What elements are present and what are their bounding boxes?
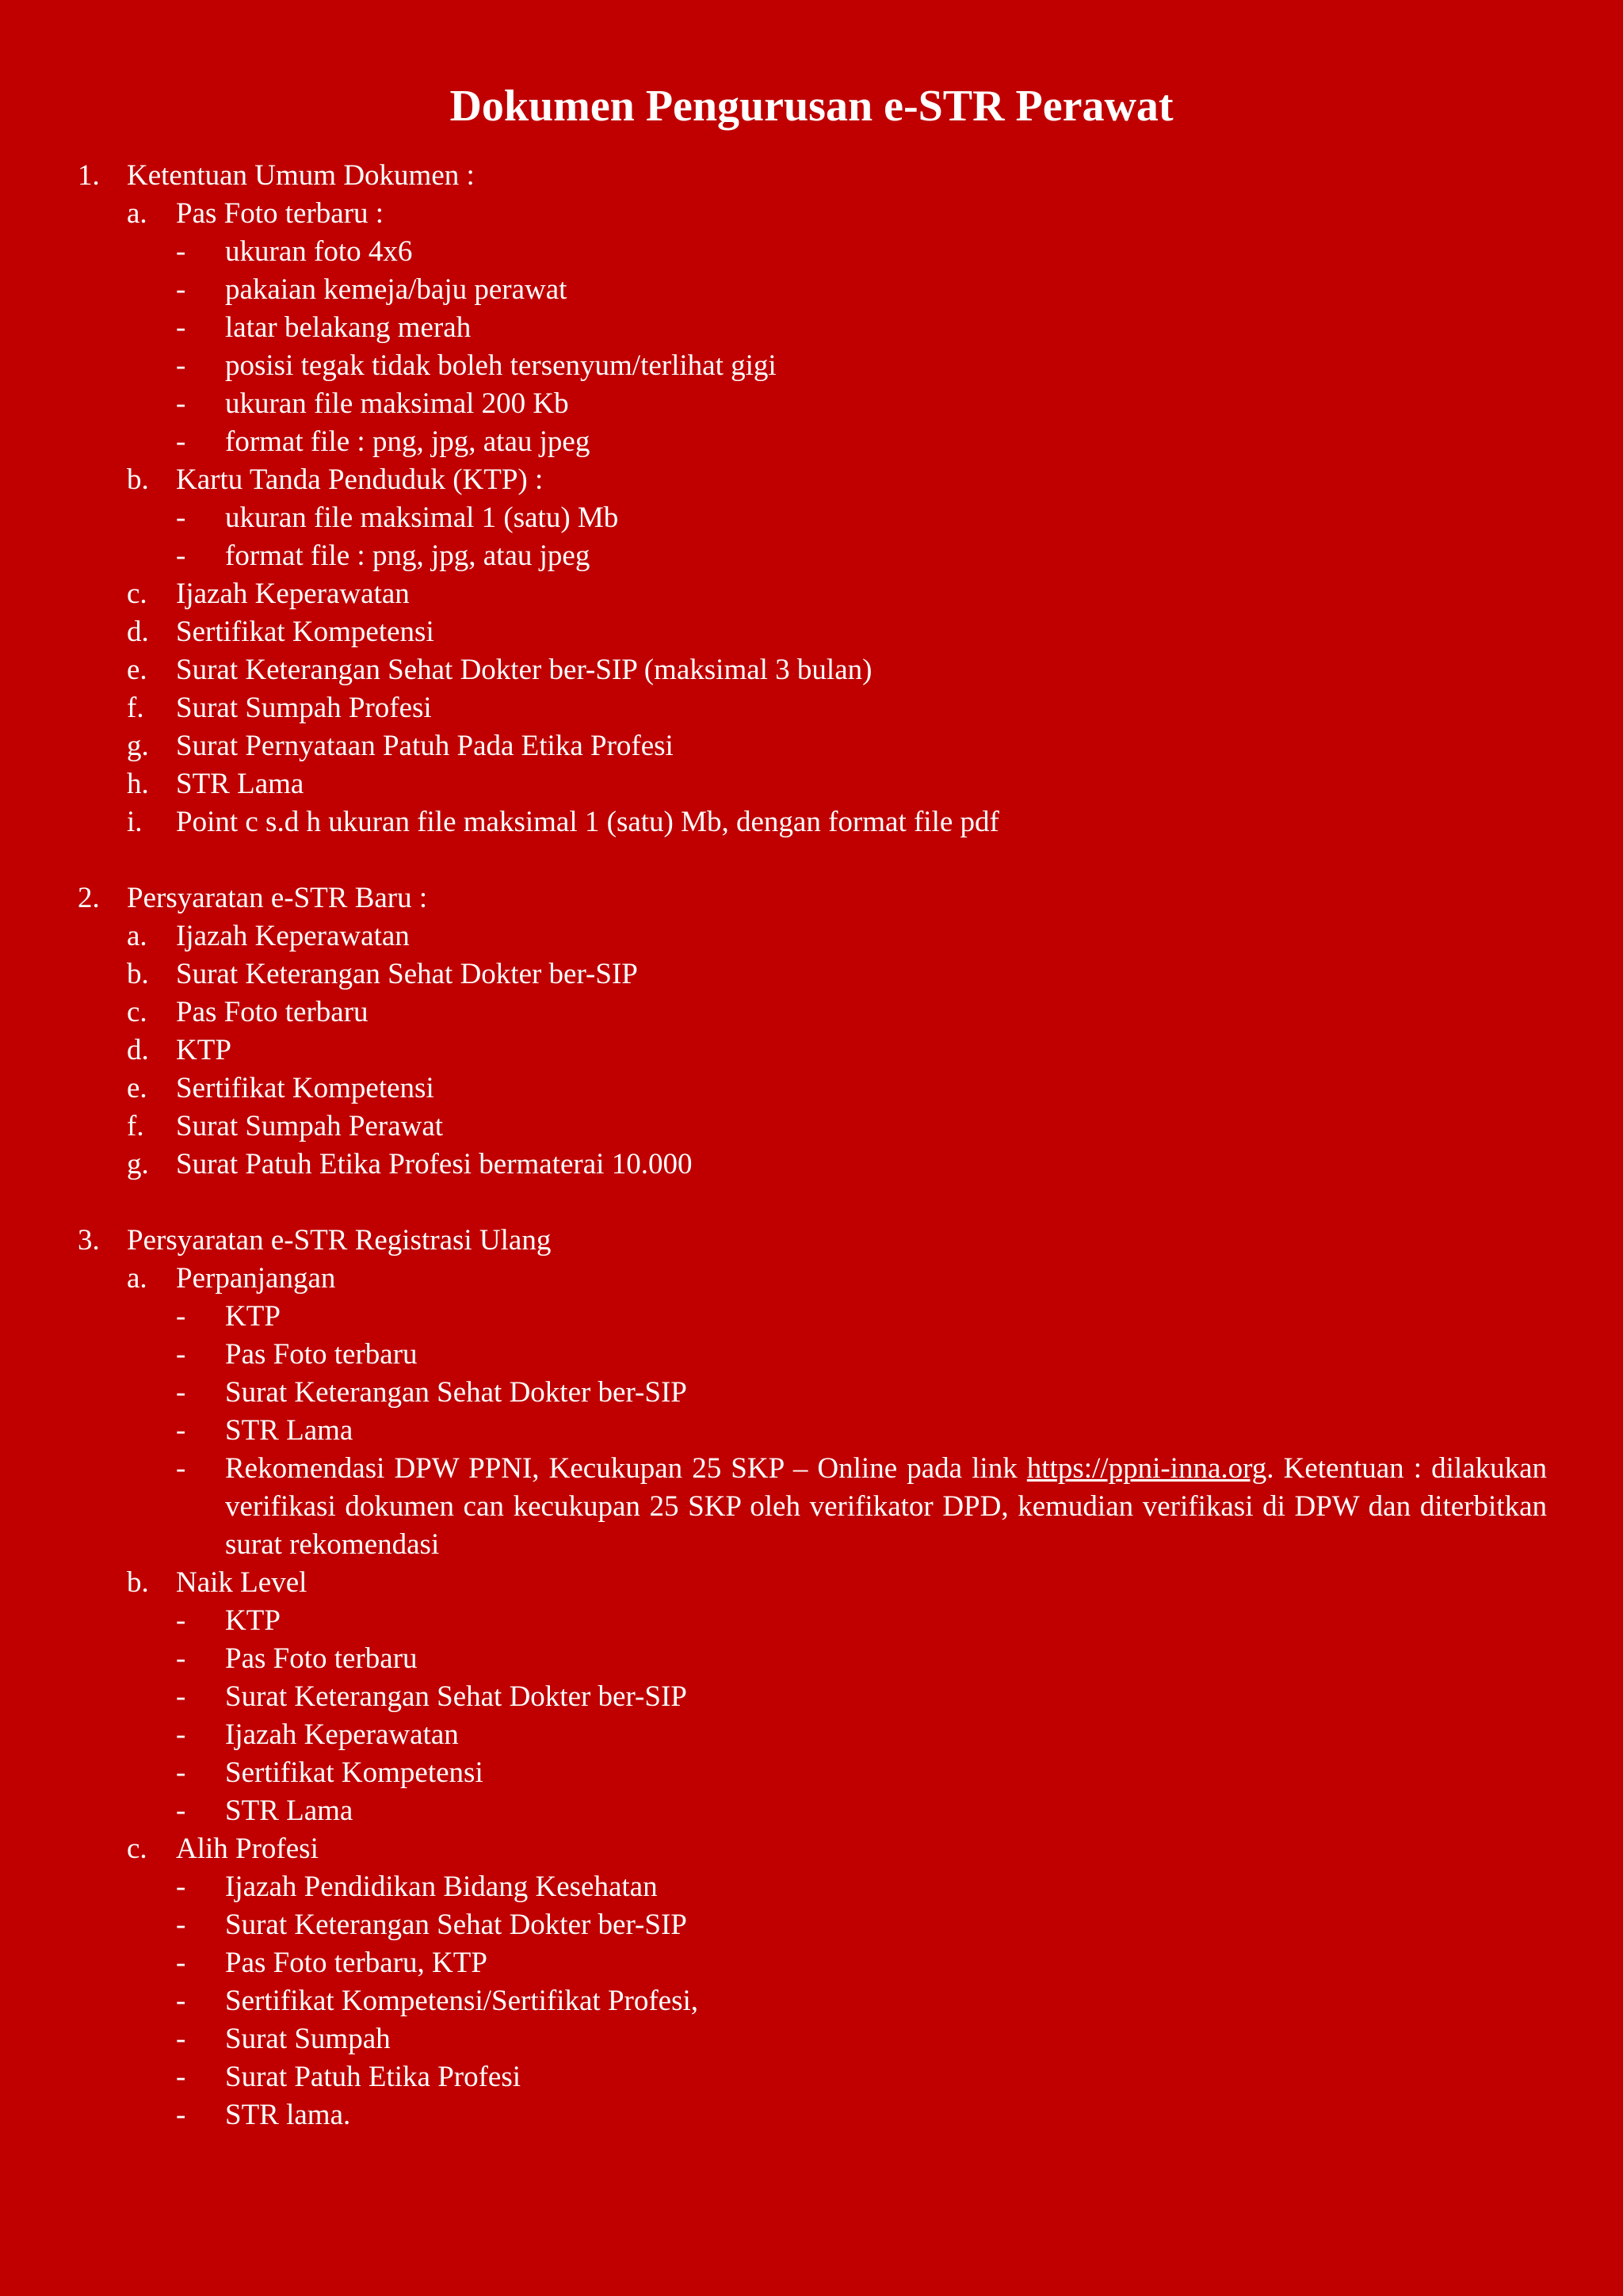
section-spacer bbox=[0, 841, 1623, 879]
list-item bbox=[0, 727, 1623, 765]
section-3-item-b bbox=[0, 1564, 1623, 1602]
bullet-text: Pas Foto terbaru, KTP bbox=[225, 1947, 487, 1979]
bullet-text: posisi tegak tidak boleh tersenyum/terlihat gigi bbox=[225, 349, 777, 382]
document-title: Dokumen Pengurusan e-STR Perawat bbox=[449, 82, 1174, 131]
bullet-item bbox=[0, 347, 1623, 385]
document-content bbox=[0, 157, 1623, 2134]
item-letter: b. bbox=[127, 958, 149, 990]
item-letter: a. bbox=[127, 197, 147, 230]
dash-marker: - bbox=[176, 349, 186, 382]
bullet-item bbox=[0, 1602, 1623, 1640]
item-letter: b. bbox=[127, 463, 149, 496]
section-number: 2. bbox=[78, 882, 100, 914]
list-item bbox=[0, 1108, 1623, 1146]
bullet-item bbox=[0, 1678, 1623, 1716]
bullet-text: pakaian kemeja/baju perawat bbox=[225, 273, 567, 306]
dash-marker: - bbox=[176, 2099, 186, 2131]
list-item bbox=[0, 955, 1623, 994]
list-item bbox=[0, 765, 1623, 803]
dash-marker: - bbox=[176, 1909, 186, 1941]
bullet-item bbox=[0, 1944, 1623, 1982]
list-item bbox=[0, 917, 1623, 955]
item-text: Sertifikat Kompetensi bbox=[176, 616, 434, 648]
dash-marker: - bbox=[176, 1871, 186, 1903]
bullet-item bbox=[0, 1298, 1623, 1336]
list-item bbox=[0, 1146, 1623, 1184]
bullet-text: Pas Foto terbaru bbox=[225, 1642, 418, 1675]
section-number: 1. bbox=[78, 159, 100, 192]
item-letter: b. bbox=[127, 1566, 149, 1599]
list-item bbox=[0, 613, 1623, 651]
item-text: Point c s.d h ukuran file maksimal 1 (satu) Mb, dengan format file pdf bbox=[176, 806, 999, 838]
list-item bbox=[0, 1032, 1623, 1070]
dash-marker: - bbox=[176, 387, 186, 420]
bullet-text: Surat Sumpah bbox=[225, 2023, 391, 2055]
bullet-text: Surat Keterangan Sehat Dokter ber-SIP bbox=[225, 1376, 687, 1409]
section-2-heading bbox=[0, 879, 1623, 917]
dash-marker: - bbox=[176, 1680, 186, 1713]
section-3-item-a bbox=[0, 1260, 1623, 1298]
bullet-text: Sertifikat Kompetensi/Sertifikat Profesi, bbox=[225, 1985, 699, 2017]
item-letter: e. bbox=[127, 654, 147, 686]
rekomendasi-paragraph bbox=[225, 1450, 1547, 1564]
dash-marker: - bbox=[176, 1604, 186, 1637]
bullet-item bbox=[0, 1374, 1623, 1412]
bullet-text: Ijazah Pendidikan Bidang Kesehatan bbox=[225, 1871, 658, 1903]
bullet-item bbox=[0, 1982, 1623, 2020]
list-item bbox=[0, 803, 1623, 841]
section-spacer bbox=[0, 1184, 1623, 1222]
bullet-item bbox=[0, 1754, 1623, 1792]
section-3-heading bbox=[0, 1222, 1623, 1260]
list-item bbox=[0, 651, 1623, 689]
item-letter: g. bbox=[127, 1148, 149, 1180]
list-item bbox=[0, 994, 1623, 1032]
dash-marker: - bbox=[176, 1718, 186, 1751]
item-letter: f. bbox=[127, 1110, 144, 1142]
bullet-item bbox=[0, 1336, 1623, 1374]
item-letter: e. bbox=[127, 1072, 147, 1104]
bullet-item bbox=[0, 271, 1623, 309]
item-text: Ijazah Keperawatan bbox=[176, 920, 410, 952]
bullet-text: format file : png, jpg, atau jpeg bbox=[225, 425, 590, 458]
bullet-text: KTP bbox=[225, 1604, 281, 1637]
section-title: Persyaratan e-STR Registrasi Ulang bbox=[127, 1224, 552, 1257]
bullet-item bbox=[0, 2020, 1623, 2058]
item-text: Sertifikat Kompetensi bbox=[176, 1072, 434, 1104]
item-letter: d. bbox=[127, 1034, 149, 1066]
item-letter: c. bbox=[127, 996, 147, 1028]
item-letter: c. bbox=[127, 578, 147, 610]
bullet-item bbox=[0, 2096, 1623, 2134]
dash-marker: - bbox=[176, 1338, 186, 1371]
bullet-item bbox=[0, 309, 1623, 347]
item-label: Alih Profesi bbox=[176, 1833, 319, 1865]
dash-marker: - bbox=[176, 2061, 186, 2093]
dash-marker: - bbox=[176, 1414, 186, 1447]
item-letter: d. bbox=[127, 616, 149, 648]
item-text: Surat Patuh Etika Profesi bermaterai 10.000 bbox=[176, 1148, 693, 1180]
item-text: Surat Pernyataan Patuh Pada Etika Profesi bbox=[176, 730, 674, 762]
ppni-link[interactable]: https://ppni-inna.org bbox=[1026, 1452, 1267, 1485]
dash-marker: - bbox=[176, 2023, 186, 2055]
bullet-item bbox=[0, 385, 1623, 423]
bullet-text: Ijazah Keperawatan bbox=[225, 1718, 459, 1751]
bullet-item bbox=[0, 2058, 1623, 2096]
item-letter: c. bbox=[127, 1833, 147, 1865]
item-text: Surat Keterangan Sehat Dokter ber-SIP (maksimal 3 bulan) bbox=[176, 654, 873, 686]
dash-marker: - bbox=[176, 540, 186, 572]
rekomendasi-text-after: . Ketentuan : dilakukan verifikasi dokumen can kecukupan 25 SKP oleh verifikator DPD, kemudian verifikasi di DPW dan diterbitkan surat rekomendasi bbox=[225, 1452, 1548, 1561]
item-text: Pas Foto terbaru bbox=[176, 996, 369, 1028]
section-number: 3. bbox=[78, 1224, 100, 1257]
item-text: KTP bbox=[176, 1034, 231, 1066]
item-text: Surat Sumpah Profesi bbox=[176, 692, 432, 724]
bullet-text: Pas Foto terbaru bbox=[225, 1338, 418, 1371]
dash-marker: - bbox=[176, 235, 186, 268]
item-label: Naik Level bbox=[176, 1566, 307, 1599]
item-letter: i. bbox=[127, 806, 143, 838]
bullet-item bbox=[0, 1716, 1623, 1754]
bullet-text: latar belakang merah bbox=[225, 311, 472, 344]
bullet-text: Sertifikat Kompetensi bbox=[225, 1756, 483, 1789]
dash-marker: - bbox=[176, 273, 186, 306]
bullet-item bbox=[0, 1906, 1623, 1944]
rekomendasi-text-before: Rekomendasi DPW PPNI, Kecukupan 25 SKP – Online pada link bbox=[225, 1452, 1027, 1485]
item-text: Ijazah Keperawatan bbox=[176, 578, 410, 610]
bullet-text: STR Lama bbox=[225, 1794, 353, 1827]
item-letter: f. bbox=[127, 692, 144, 724]
dash-marker: - bbox=[176, 311, 186, 344]
bullet-text: ukuran foto 4x6 bbox=[225, 235, 413, 268]
list-item bbox=[0, 1070, 1623, 1108]
section-1-heading bbox=[0, 157, 1623, 195]
dash-marker: - bbox=[176, 1947, 186, 1979]
bullet-item bbox=[0, 537, 1623, 575]
dash-marker: - bbox=[176, 1985, 186, 2017]
bullet-text: Surat Keterangan Sehat Dokter ber-SIP bbox=[225, 1909, 687, 1941]
bullet-text: ukuran file maksimal 1 (satu) Mb bbox=[225, 502, 619, 534]
bullet-text: KTP bbox=[225, 1300, 281, 1333]
dash-marker: - bbox=[176, 1794, 186, 1827]
section-1-item-a bbox=[0, 195, 1623, 233]
bullet-item bbox=[0, 1868, 1623, 1906]
section-title: Persyaratan e-STR Baru : bbox=[127, 882, 428, 914]
dash-marker: - bbox=[176, 1642, 186, 1675]
bullet-item bbox=[0, 499, 1623, 537]
item-text: Surat Keterangan Sehat Dokter ber-SIP bbox=[176, 958, 638, 990]
section-3-item-c bbox=[0, 1830, 1623, 1868]
bullet-text: STR Lama bbox=[225, 1414, 353, 1447]
item-label: Kartu Tanda Penduduk (KTP) : bbox=[176, 463, 544, 496]
bullet-item-rekomendasi bbox=[0, 1450, 1623, 1564]
bullet-item bbox=[0, 423, 1623, 461]
bullet-item bbox=[0, 233, 1623, 271]
item-text: Surat Sumpah Perawat bbox=[176, 1110, 444, 1142]
dash-marker: - bbox=[176, 425, 186, 458]
bullet-text: Surat Keterangan Sehat Dokter ber-SIP bbox=[225, 1680, 687, 1713]
item-letter: a. bbox=[127, 920, 147, 952]
bullet-item bbox=[0, 1412, 1623, 1450]
dash-marker: - bbox=[176, 502, 186, 534]
bullet-text: ukuran file maksimal 200 Kb bbox=[225, 387, 569, 420]
bullet-text: Surat Patuh Etika Profesi bbox=[225, 2061, 521, 2093]
section-1-item-b bbox=[0, 461, 1623, 499]
bullet-text: format file : png, jpg, atau jpeg bbox=[225, 540, 590, 572]
dash-marker: - bbox=[176, 1452, 186, 1485]
dash-marker: - bbox=[176, 1756, 186, 1789]
list-item bbox=[0, 575, 1623, 613]
dash-marker: - bbox=[176, 1376, 186, 1409]
item-label: Perpanjangan bbox=[176, 1262, 336, 1295]
bullet-item bbox=[0, 1640, 1623, 1678]
dash-marker: - bbox=[176, 1300, 186, 1333]
bullet-text: STR lama. bbox=[225, 2099, 351, 2131]
item-label: Pas Foto terbaru : bbox=[176, 197, 384, 230]
item-letter: h. bbox=[127, 768, 149, 800]
section-title: Ketentuan Umum Dokumen : bbox=[127, 159, 475, 192]
item-text: STR Lama bbox=[176, 768, 304, 800]
item-letter: a. bbox=[127, 1262, 147, 1295]
list-item bbox=[0, 689, 1623, 727]
item-letter: g. bbox=[127, 730, 149, 762]
bullet-item bbox=[0, 1792, 1623, 1830]
